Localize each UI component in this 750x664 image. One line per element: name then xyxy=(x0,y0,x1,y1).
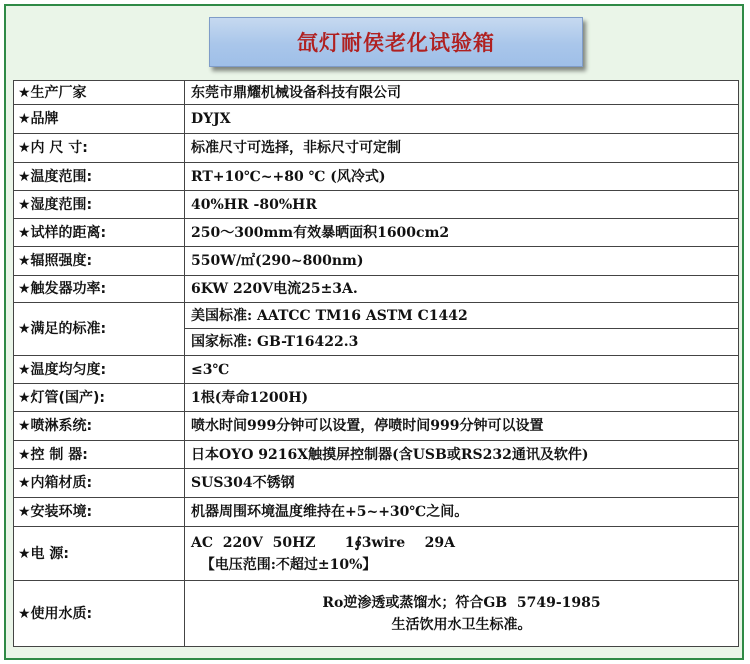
table-row xyxy=(14,412,739,441)
row-value: RT+10℃~+80 ℃ (风冷式) xyxy=(185,163,739,191)
row-label: ★辐照强度: xyxy=(14,247,185,276)
row-value: 标准尺寸可选择，非标尺寸可定制 xyxy=(185,134,739,163)
row-value: DYJX xyxy=(185,105,739,134)
row-value: 国家标准: GB-T16422.3 xyxy=(185,329,739,356)
row-label: ★灯管(国产): xyxy=(14,384,185,412)
title-banner xyxy=(209,17,583,67)
row-value: 东莞市鼎耀机械设备科技有限公司 xyxy=(185,81,739,105)
table-row xyxy=(14,356,739,384)
power-spec-line: AC 220V 50HZ 1∮3wire 29A xyxy=(191,534,456,551)
row-value: 喷水时间999分钟可以设置，停喷时间999分钟可以设置 xyxy=(185,412,739,441)
row-value: 机器周围环境温度维持在+5~+30℃之间。 xyxy=(185,498,739,527)
row-label: ★安装环境: xyxy=(14,498,185,527)
table-row xyxy=(14,105,739,134)
table-row xyxy=(14,134,739,163)
water-quality-line: Ro逆渗透或蒸馏水；符合GB 5749-1985 xyxy=(322,594,601,611)
page-title: 氙灯耐侯老化试验箱 xyxy=(297,31,495,55)
row-value: 40%HR -80%HR xyxy=(185,191,739,219)
row-label: ★触发器功率: xyxy=(14,276,185,303)
row-label: ★生产厂家 xyxy=(14,81,185,105)
table-row xyxy=(14,219,739,247)
table-row xyxy=(14,81,739,105)
spec-table xyxy=(13,80,739,647)
row-value: 550W/㎡(290~800nm) xyxy=(185,247,739,276)
row-value: ≤3℃ xyxy=(185,356,739,384)
row-label: ★电 源: xyxy=(14,527,185,581)
row-label: ★温度均匀度: xyxy=(14,356,185,384)
row-label: ★使用水质: xyxy=(14,581,185,647)
row-value: 250～300mm有效暴晒面积1600cm2 xyxy=(185,219,739,247)
table-row xyxy=(14,247,739,276)
row-label: ★满足的标准: xyxy=(14,303,185,356)
table-row xyxy=(14,276,739,303)
row-value: SUS304不锈钢 xyxy=(185,469,739,498)
water-standard-line: 生活饮用水卫生标准。 xyxy=(391,616,532,633)
row-label: ★内 尺 寸: xyxy=(14,134,185,163)
row-value xyxy=(185,581,739,647)
table-row xyxy=(14,469,739,498)
table-row xyxy=(14,498,739,527)
row-label: ★控 制 器: xyxy=(14,441,185,469)
row-label: ★内箱材质: xyxy=(14,469,185,498)
row-label: ★品牌 xyxy=(14,105,185,134)
row-label: ★试样的距离: xyxy=(14,219,185,247)
row-value: 1根(寿命1200H) xyxy=(185,384,739,412)
row-value xyxy=(185,527,739,581)
row-label: ★湿度范围: xyxy=(14,191,185,219)
table-row xyxy=(14,191,739,219)
table-row xyxy=(14,384,739,412)
table-row xyxy=(14,303,739,329)
table-row xyxy=(14,581,739,647)
row-value: 日本OYO 9216X触摸屏控制器(含USB或RS232通讯及软件) xyxy=(185,441,739,469)
table-row xyxy=(14,441,739,469)
table-row xyxy=(14,163,739,191)
voltage-range-line: 【电压范围:不超过±10%】 xyxy=(191,556,377,573)
row-label: ★温度范围: xyxy=(14,163,185,191)
table-row xyxy=(14,527,739,581)
row-label: ★喷淋系统: xyxy=(14,412,185,441)
row-value: 美国标准: AATCC TM16 ASTM C1442 xyxy=(185,303,739,329)
row-value: 6KW 220V电流25±3A. xyxy=(185,276,739,303)
